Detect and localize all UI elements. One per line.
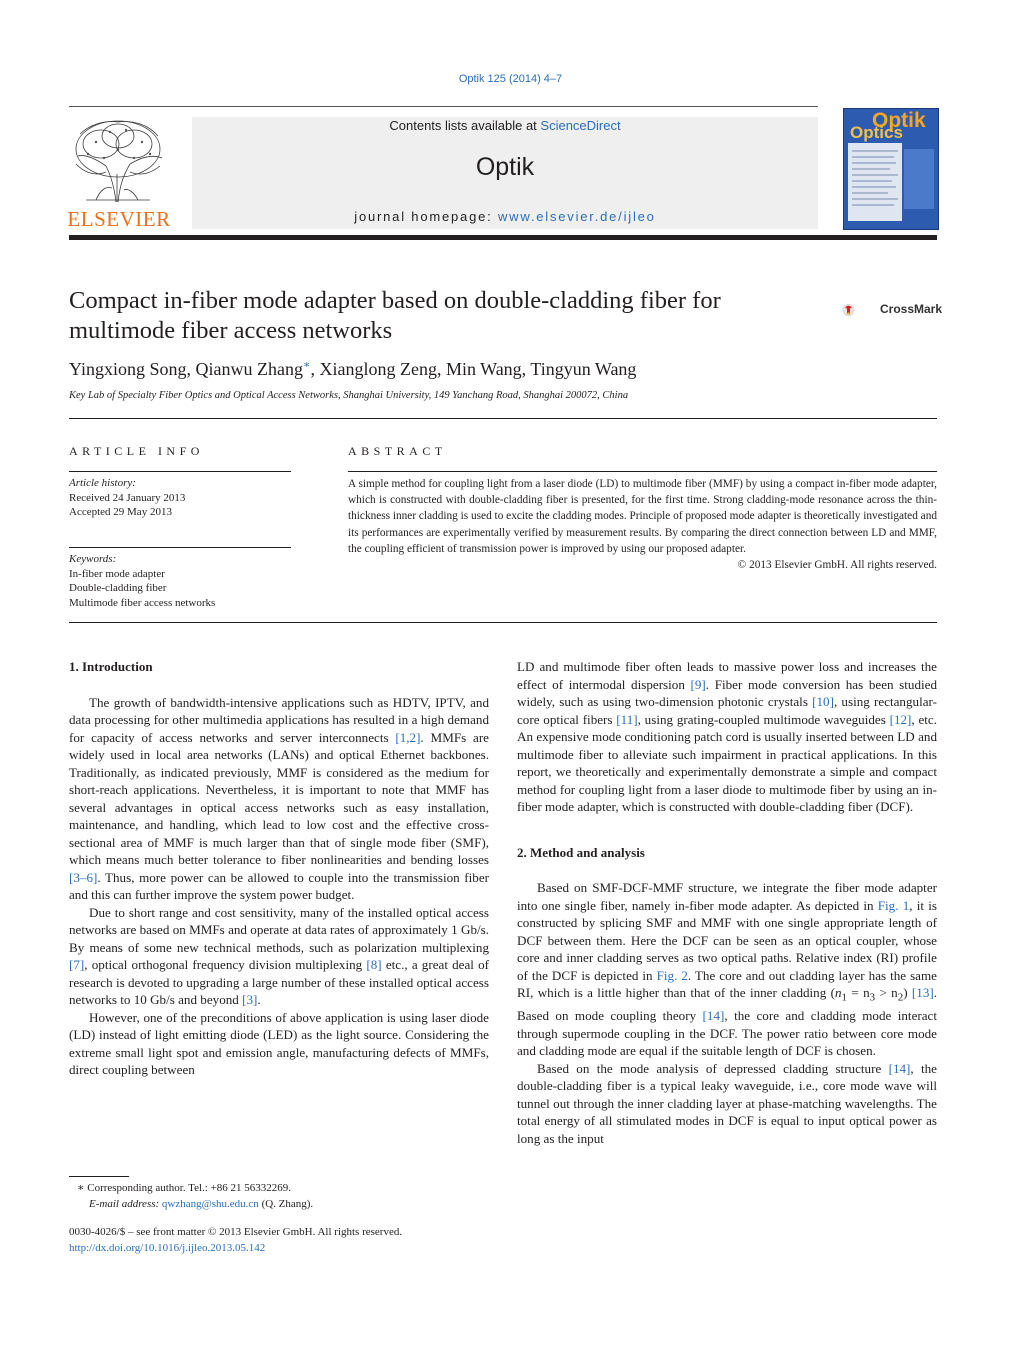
text: . Thus, more power can be allowed to couple into the transmission fiber and this can further improve the system power budget.: [69, 869, 489, 902]
footnote-mark: ∗: [77, 1182, 85, 1194]
journal-homepage: [192, 209, 818, 224]
crossmark-icon[interactable]: [842, 292, 878, 328]
author-list: [69, 358, 636, 380]
authors-first: Yingxiong Song, Qianwu Zhang: [69, 359, 303, 379]
history-label: Article history:: [69, 477, 136, 489]
affiliation: Key Lab of Specialty Fiber Optics and Optical Access Networks, Shanghai University, 149 Yanchang Road, Shanghai 200072, China: [69, 390, 629, 401]
header-thick-rule: [69, 235, 937, 240]
email-suffix: (Q. Zhang).: [258, 1197, 314, 1210]
contents-availability: [192, 118, 818, 133]
text: , optical orthogonal frequency division multiplexing: [84, 957, 367, 972]
abstract-heading: ABSTRACT: [348, 444, 447, 458]
ref-9[interactable]: [9]: [690, 676, 706, 692]
equation-sub2: 2: [897, 991, 904, 1004]
journal-citation[interactable]: Optik 125 (2014) 4–7: [458, 73, 563, 85]
text: , etc. An expensive mode conditioning patch cord is usually inserted between LD and multimode fiber to alleviate such impairment in practical applications. In this report, we theoretically and experimentally demonstrate a simple and compact method for coupling light from a laser diode to multimode fiber by using an in-fiber mode adapter, which is constructed with double-cladding fiber (DCF).: [517, 711, 937, 814]
abstract-bottom-rule: [69, 622, 937, 623]
body-column-right: [517, 658, 937, 1147]
paper-title: [69, 286, 809, 346]
ref-1-2[interactable]: [1,2]: [395, 729, 421, 745]
ref-3[interactable]: [3]: [242, 992, 258, 1007]
equation-sub3: 3: [869, 991, 876, 1004]
received-date: Received 24 January 2013: [69, 491, 186, 504]
text: Based on the mode analysis of depressed cladding structure: [537, 1060, 889, 1076]
ref-11[interactable]: [11]: [616, 711, 638, 727]
elsevier-wordmark: ELSEVIER: [67, 207, 171, 231]
method-paragraph-1: [517, 879, 937, 1060]
crossmark-label[interactable]: CrossMark: [880, 302, 943, 316]
keywords-label: Keywords:: [69, 553, 117, 565]
text: LD and multimode fiber often leads to massive power loss and increases the effect of intermodal dispersion: [517, 659, 937, 692]
section-2-title: 2. Method and analysis: [517, 844, 645, 860]
text: , it is constructed by splicing SMF and MMF with one single appropriate length of DCF between them. Here the DCF can be seen as an optical coupler, whose core and inner cladding serves as two optical paths. Relative index (RI) profile of the DCF is depicted in: [517, 897, 938, 983]
text: .: [257, 992, 261, 1007]
ref-13[interactable]: [13]: [911, 985, 934, 1000]
sciencedirect-link[interactable]: ScienceDirect: [540, 118, 621, 133]
corresponding-author-note: [69, 1181, 313, 1197]
article-info-heading: ARTICLE INFO: [69, 444, 204, 458]
intro-paragraph-1: [69, 694, 489, 904]
abstract: [348, 476, 937, 573]
homepage-link[interactable]: www.elsevier.de/ijleo: [497, 209, 656, 224]
text: . The core and out cladding layer has the same RI, which is a little higher than that of the inner cladding (: [517, 967, 937, 1000]
text: . MMFs are widely used in local area networks (LANs) and optical Ethernet backbones. Traditionally, as indicated previously, MMF is considered as the medium for short-reach applications. Nevertheless, it is important to note that MMF has several advantages in optical access networks such as easy installation, maintenance, and handling, which lead to low cost and the effective cross-sectional area of MMF is much larger than that of single mode fiber (SMF), which means much better tolerance to fiber nonlinearities and bending losses: [69, 729, 489, 867]
intro-paragraph-3-cont: [517, 658, 937, 816]
keyword-3: Multimode fiber access networks: [69, 596, 216, 609]
text: . Based on mode coupling theory: [517, 985, 938, 1024]
authors-rest: , Xianglong Zeng, Min Wang, Tingyun Wang: [310, 359, 637, 379]
header-rule: [69, 106, 818, 107]
keyword-2: Double-cladding fiber: [69, 582, 167, 594]
paper-title-line-2: multimode fiber access networks: [69, 317, 393, 344]
keywords-rule: [69, 547, 291, 548]
contents-prefix: Contents lists available at: [389, 118, 541, 133]
paper-title-line-1: Compact in-fiber mode adapter based on double-cladding fiber for: [69, 287, 721, 314]
cover-subtitle: Optics: [850, 123, 903, 142]
keywords: [69, 552, 291, 610]
abstract-copyright: © 2013 Elsevier GmbH. All rights reserved.: [737, 559, 937, 572]
footnote: [69, 1181, 313, 1212]
email-note: [69, 1197, 313, 1213]
accepted-date: Accepted 29 May 2013: [69, 506, 172, 518]
method-paragraph-2: [517, 1060, 937, 1148]
doi-link[interactable]: http://dx.doi.org/10.1016/j.ijleo.2013.05.142: [69, 1241, 266, 1254]
text: ): [903, 985, 912, 1000]
intro-paragraph-3: However, one of the preconditions of above application is using laser diode (LD) instead of light emitting diode (LED) as the light source. Considering the extreme small light spot and emission angle, manufacturing defects of MMFs, direct coupling between: [69, 1009, 489, 1077]
text: , using grating-coupled multimode waveguides: [637, 711, 890, 727]
fig-1-link[interactable]: Fig. 1: [877, 897, 910, 913]
email-label: E-mail address:: [89, 1197, 162, 1210]
text: Due to short range and cost sensitivity, many of the installed optical access networks are based on MMFs and operate at data rates of approximately 1 Gb/s. By means of some new technical methods, such as polarization multiplexing: [69, 904, 489, 955]
email-link[interactable]: qwzhang@shu.edu.cn: [161, 1197, 259, 1210]
footnote-rule: [69, 1176, 129, 1177]
journal-cover-thumbnail[interactable]: [843, 108, 939, 230]
equation-gt: > n: [875, 985, 898, 1000]
ref-8[interactable]: [8]: [366, 957, 382, 972]
ref-14[interactable]: [14]: [702, 1008, 725, 1024]
section-1-title: 1. Introduction: [69, 659, 153, 674]
text: . Fiber mode conversion has been studied widely, such as using two-dimension photonic crystals: [517, 676, 937, 709]
intro-paragraph-2: [69, 904, 489, 1009]
affiliation-rule: [69, 418, 937, 419]
ref-12[interactable]: [12]: [889, 711, 912, 727]
ref-3-6[interactable]: [3–6]: [69, 869, 98, 885]
text: , the core and cladding mode interact through supermode coupling in the DCF. The power ratio between core mode and cladding mode are equal if the suitable length of DCF is chosen.: [517, 1008, 938, 1059]
front-matter: [69, 1225, 402, 1256]
footnote-corr: Corresponding author. Tel.: +86 21 56332269.: [84, 1182, 292, 1194]
cover-title: Optik: [872, 109, 926, 132]
homepage-label: journal homepage:: [354, 209, 498, 224]
article-history: [69, 476, 291, 520]
text: , the double-cladding fiber is a typical leaky waveguide, i.e., core mode wave will tunnel out through the inner cladding layer at phase-matching wavelengths. The total energy of all stimulated modes in DCF is equal to input optical power as long as the input: [517, 1060, 937, 1146]
abstract-rule: [348, 471, 937, 472]
equation-mid: = n: [847, 985, 870, 1000]
fig-2-link[interactable]: Fig. 2: [656, 967, 688, 983]
ref-10[interactable]: [10]: [812, 694, 834, 709]
keyword-1: In-fiber mode adapter: [69, 567, 165, 580]
ref-7[interactable]: [7]: [69, 957, 85, 972]
text: Based on SMF-DCF-MMF structure, we integrate the fiber mode adapter into one single fiber, namely in-fiber mode adapter. As depicted in: [517, 880, 937, 913]
journal-name: Optik: [475, 153, 535, 181]
equation-n1: n: [835, 985, 842, 1000]
text: The growth of bandwidth-intensive applications such as HDTV, IPTV, and data processing for other multimedia applications has resulted in a high demand for capacity of access networks and server interconnects: [69, 694, 489, 745]
text: , using rectangular-core optical fibers: [517, 694, 937, 727]
ref-14-b[interactable]: [14]: [888, 1060, 911, 1076]
equation-sub1: 1: [841, 991, 847, 1004]
body-column-left: [69, 658, 489, 1079]
article-info-rule: [69, 471, 291, 472]
abstract-text: A simple method for coupling light from a laser diode (LD) to multimode fiber (MMF) by using a compact in-fiber mode adapter, which is constructed with double-cladding fiber is presented, for the first time. Strong cladding-mode resonance across the thin-thickness inner cladding is used to excite the cladding modes. Principle of proposed mode adapter is theoretically investigated and its performances are experimentally verified by measurement results. By comparing the direct connection between LD and MMF, the coupling efficient of transmission power is improved by using our proposed adapter.: [348, 478, 937, 555]
issn-line: 0030-4026/$ – see front matter © 2013 Elsevier GmbH. All rights reserved.: [69, 1226, 403, 1238]
corresponding-author-mark[interactable]: ∗: [303, 359, 311, 371]
text: etc., a great deal of research is devoted to upgrading a large number of these installed optical access networks to 10 Gb/s and beyond: [69, 957, 490, 1007]
